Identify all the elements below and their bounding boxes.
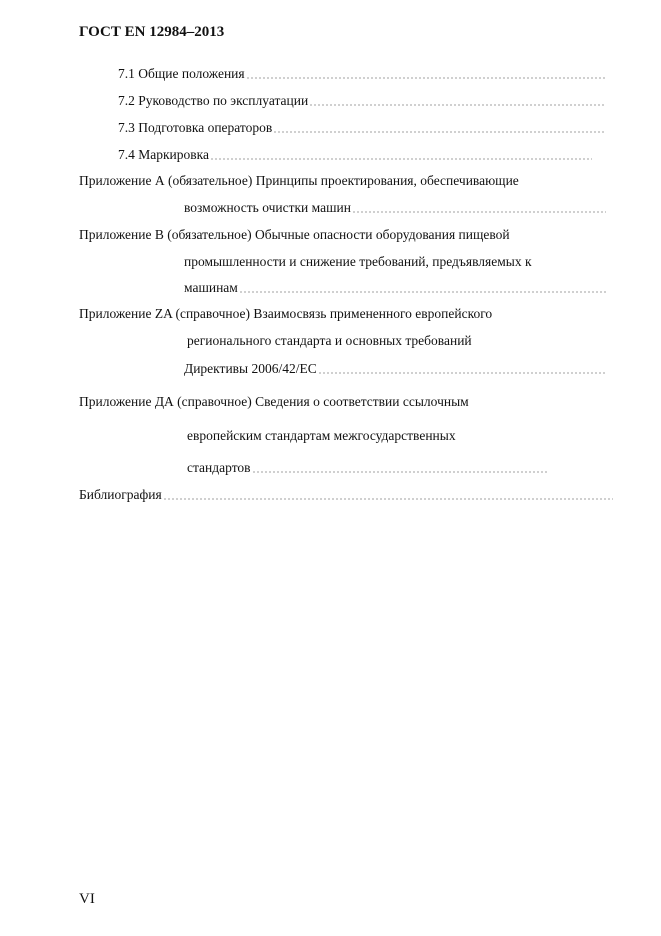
toc-entry-appendix-da[interactable]: [79, 393, 469, 411]
toc-entry-label: регионального стандарта и основных требований: [187, 333, 472, 348]
toc-entry-appendix-da-cont2[interactable]: [187, 459, 547, 477]
toc-entry-appendix-b[interactable]: [79, 226, 510, 244]
dot-leader: [163, 498, 613, 500]
dot-leader: [352, 211, 606, 213]
toc-entry-label: возможность очистки машин: [184, 200, 351, 215]
toc-entry-label: Приложение ДА (справочное) Сведения о соответствии ссылочным: [79, 394, 469, 409]
toc-entry-appendix-za-cont: [187, 332, 472, 350]
toc-entry-label: Библиография: [79, 487, 162, 502]
toc-entry-label: машинам: [184, 280, 238, 295]
toc-entry-label: Приложение А (обязательное) Принципы проектирования, обеспечивающие: [79, 173, 519, 188]
toc-entry-label: стандартов: [187, 460, 251, 475]
toc-entry-7-1[interactable]: [118, 65, 606, 83]
toc-entry-7-3[interactable]: [118, 119, 606, 137]
toc-entry-7-4[interactable]: [118, 146, 592, 164]
toc-entry-appendix-za[interactable]: [79, 305, 492, 323]
dot-leader: [309, 104, 604, 106]
toc-entry-label: Приложение В (обязательное) Обычные опасности оборудования пищевой: [79, 227, 510, 242]
toc-entry-bibliography[interactable]: [79, 486, 613, 504]
dot-leader: [318, 372, 607, 374]
toc-entry-appendix-da-cont: [187, 427, 456, 445]
toc-entry-appendix-za-cont2[interactable]: [184, 360, 607, 378]
dot-leader: [252, 471, 547, 473]
toc-entry-label: европейским стандартам межгосударственных: [187, 428, 456, 443]
dot-leader: [210, 158, 592, 160]
toc-entry-7-2[interactable]: [118, 92, 604, 110]
toc-entry-appendix-b-cont2[interactable]: [184, 279, 606, 297]
toc-entry-label: 7.4 Маркировка: [118, 147, 209, 162]
dot-leader: [273, 131, 606, 133]
dot-leader: [246, 77, 606, 79]
toc-entry-label: 7.3 Подготовка операторов: [118, 120, 273, 135]
toc-entry-label: 7.1 Общие положения: [118, 66, 245, 81]
toc-entry-appendix-b-cont: [184, 253, 532, 271]
toc-entry-appendix-a[interactable]: [79, 172, 519, 190]
toc-entry-label: Директивы 2006/42/EC: [184, 361, 317, 376]
page-number: VI: [79, 891, 95, 907]
dot-leader: [239, 291, 606, 293]
toc-entry-label: Приложение ZA (справочное) Взаимосвязь примененного европейского: [79, 306, 493, 321]
toc-entry-label: 7.2 Руководство по эксплуатации: [118, 93, 309, 108]
document-title: ГОСТ EN 12984–2013: [79, 24, 225, 40]
toc-entry-label: промышленности и снижение требований, предъявляемых к: [184, 254, 532, 269]
toc-entry-appendix-a-cont[interactable]: [184, 199, 606, 217]
